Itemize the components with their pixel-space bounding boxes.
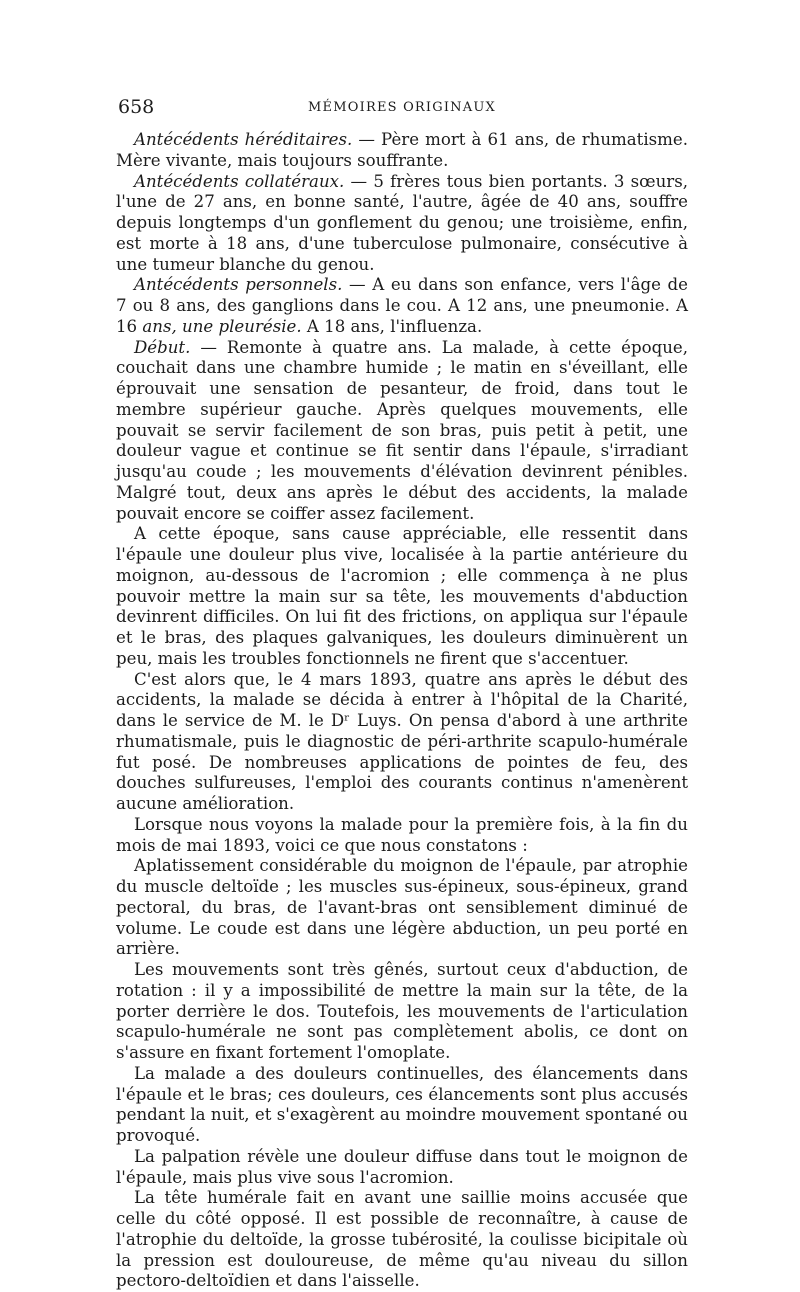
paragraph-heading: Antécédents personnels. bbox=[134, 275, 343, 295]
running-title: MÉMOIRES ORIGINAUX bbox=[308, 100, 496, 115]
page-header bbox=[118, 96, 686, 126]
body-text bbox=[116, 130, 688, 1292]
paragraph: A cette époque, sans cause appréciable, elle ressentit dans l'épaule une douleur plus vive, localisée à la partie antérieure du moignon, au-dessous de l'acromion ; elle commença à ne plus pouvoir mettre la main sur sa tête, les mouvements d'abduction devinrent difficiles. On lui fit des frictions, on appliqua sur l'épaule et le bras, des plaques galvaniques, les douleurs diminuèrent un peu, mais les troubles fonctionnels ne firent que s'accentuer. bbox=[116, 524, 688, 668]
paragraph-antecedents-personnels: Antécédents personnels. — A eu dans son enfance, vers l'âge de 7 ou 8 ans, des ganglions dans le cou. A 12 ans, une pneumonie. A 16 ans, une pleurésie. A 18 ans, l'influenza. bbox=[116, 275, 689, 336]
page-number: 658 bbox=[118, 96, 155, 118]
paragraph-heading: Début. bbox=[134, 337, 191, 357]
paragraph: Les mouvements sont très gênés, surtout ceux d'abduction, de rotation : il y a impossibilité de mettre la main sur la tête, de la porter derrière le dos. Toutefois, les mouvements de l'articulation scapulo-humérale ne sont pas complètement abolis, ce dont on s'assure en fixant fortement l'omoplate. bbox=[116, 960, 688, 1062]
paragraph-heading: Antécédents collatéraux. bbox=[134, 171, 345, 191]
paragraph: La palpation révèle une douleur diffuse dans tout le moignon de l'épaule, mais plus vive sous l'acromion. bbox=[116, 1146, 688, 1187]
paragraph: Lorsque nous voyons la malade pour la première fois, à la fin du mois de mai 1893, voici ce que nous constatons : bbox=[116, 814, 688, 855]
paragraph: C'est alors que, le 4 mars 1893, quatre ans après le début des accidents, la malade se décida à entrer à l'hôpital de la Charité, dans le service de M. le Dʳ Luys. On pensa d'abord à une arthrite rhumatismale, puis le diagnostic de péri-arthrite scapulo-humérale fut posé. De nombreuses applications de pointes de feu, des douches sulfureuses, l'emploi des courants continus n'amenèrent aucune amélioration. bbox=[116, 669, 688, 813]
paragraph-debut: Début. — Remonte à quatre ans. La malade, à cette époque, couchait dans une chambre humide ; le matin en s'éveillant, elle éprouvait une sensation de pesanteur, de froid, dans tout le membre supérieur gauche. Après quelques mouvements, elle pouvait se servir facilement de son bras, puis petit à petit, une douleur vague et continue se fit sentir dans l'épaule, s'irradiant jusqu'au coude ; les mouvements d'élévation devinrent pénibles. Malgré tout, deux ans après le début des accidents, la malade pouvait encore se coiffer assez facilement. bbox=[116, 337, 688, 523]
paragraph-heading: Antécédents héréditaires. bbox=[134, 130, 353, 149]
paragraph-antecedents-collateraux: Antécédents collatéraux. — 5 frères tous bien portants. 3 sœurs, l'une de 27 ans, en bonne santé, l'autre, âgée de 40 ans, souffre depuis longtemps d'un gonflement du genou; une troisième, enfin, est morte à 18 ans, d'une tuberculose pulmonaire, consécutive à une tumeur blanche du genou. bbox=[116, 171, 688, 274]
paragraph-antecedents-hereditaires: Antécédents héréditaires. — Père mort à 61 ans, de rhumatisme. Mère vivante, mais toujours souffrante. bbox=[116, 130, 688, 170]
paragraph: La malade a des douleurs continuelles, des élancements dans l'épaule et le bras; ces douleurs, ces élancements sont plus accusés pendant la nuit, et s'exagèrent au moindre mouvement spontané ou provoqué. bbox=[116, 1063, 688, 1145]
paragraph: La tête humérale fait en avant une saillie moins accusée que celle du côté opposé. Il est possible de reconnaître, à cause de l'atrophie du deltoïde, la grosse tubérosité, la coulisse bicipitale où la pression est douloureuse, de même qu'au niveau du sillon pectoro-deltoïdien et dans l'aisselle. bbox=[116, 1188, 688, 1291]
paragraph: Aplatissement considérable du moignon de l'épaule, par atrophie du muscle deltoïde ; les muscles sus-épineux, sous-épineux, grand pectoral, du bras, de l'avant-bras ont sensiblement diminué de volume. Le coude est dans une légère abduction, un peu porté en arrière. bbox=[116, 856, 688, 959]
